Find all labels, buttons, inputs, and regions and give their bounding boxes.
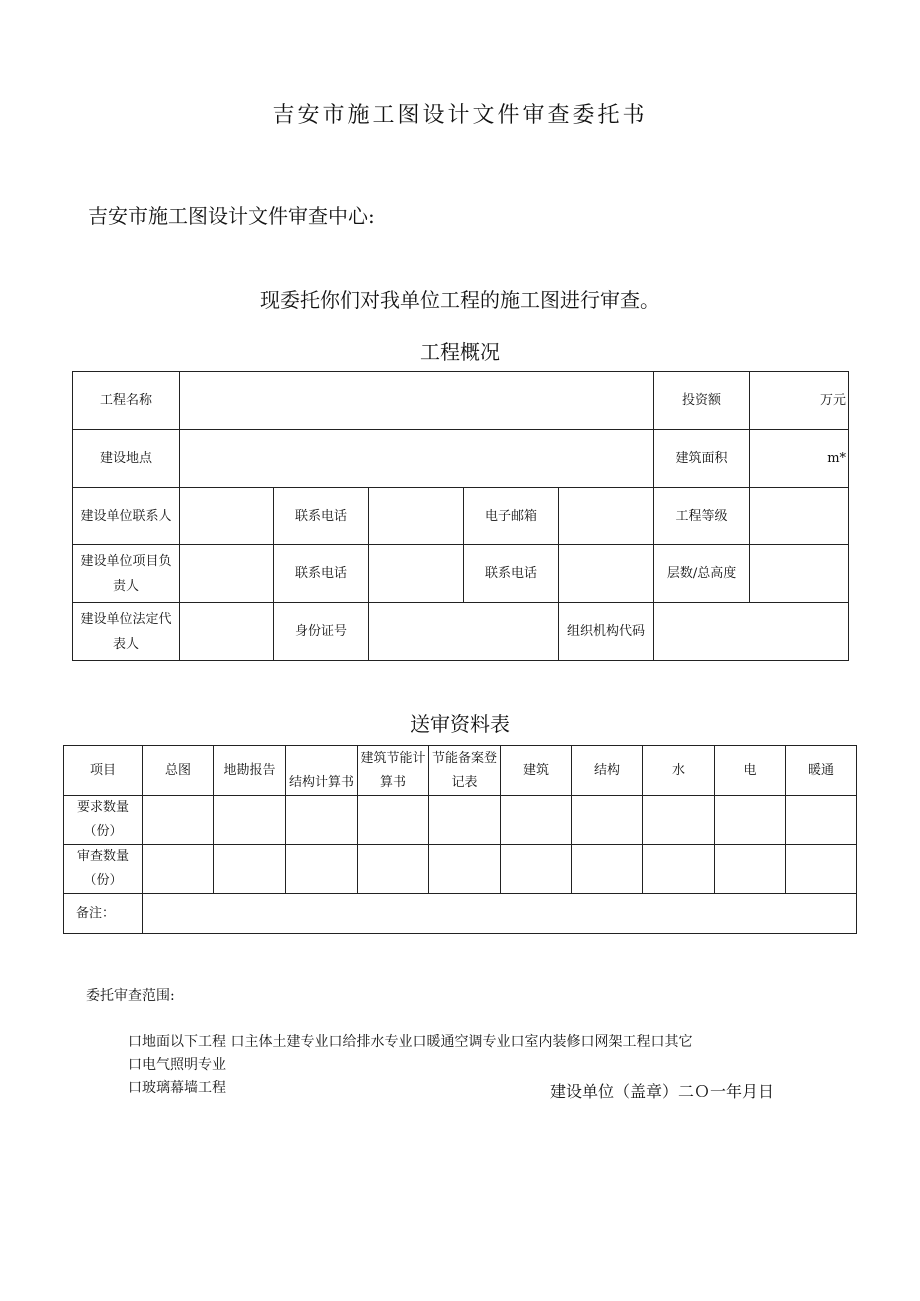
header-architecture: 建筑 xyxy=(501,746,572,796)
intro-sentence: 现委托你们对我单位工程的施工图进行审查。 xyxy=(260,288,660,312)
investment-field[interactable] xyxy=(750,372,849,430)
qty-cell[interactable] xyxy=(643,796,715,845)
label-floor-area: 建筑面积 xyxy=(654,430,750,488)
qty-cell[interactable] xyxy=(358,845,429,894)
label-line: 要求数量 xyxy=(76,800,129,815)
phone-3-field[interactable] xyxy=(559,545,654,603)
qty-cell[interactable] xyxy=(358,796,429,845)
header-water: 水 xyxy=(643,746,715,796)
qty-cell[interactable] xyxy=(715,796,786,845)
signature-line: 建设单位（盖章）二Ｏ一年月日 xyxy=(550,1082,775,1101)
label-line: 责人 xyxy=(112,578,139,594)
submission-table xyxy=(63,745,857,934)
scope-options-line-1[interactable]: 口地面以下工程 口主体土建专业口给排水专业口暖通空调专业口室内装修口网架工程口其它 xyxy=(128,1034,693,1050)
location-field[interactable] xyxy=(180,430,654,488)
legal-rep-field[interactable] xyxy=(180,603,274,661)
qty-cell[interactable] xyxy=(501,845,572,894)
label-phone-2: 联系电话 xyxy=(274,545,369,603)
floors-height-field[interactable] xyxy=(750,545,849,603)
qty-cell[interactable] xyxy=(786,796,857,845)
org-code-field[interactable] xyxy=(654,603,849,661)
label-investment: 投资额 xyxy=(654,372,750,430)
label-phone: 联系电话 xyxy=(274,488,369,545)
label-review-qty xyxy=(64,845,143,894)
header-line: 节能备案登 xyxy=(431,750,497,766)
header-line: 算书 xyxy=(379,774,406,790)
floor-area-field[interactable] xyxy=(750,430,849,488)
header-electric: 电 xyxy=(715,746,786,796)
label-legal-rep xyxy=(73,603,180,661)
label-project-name: 工程名称 xyxy=(73,372,180,430)
header-structure: 结构 xyxy=(572,746,643,796)
label-id-number: 身份证号 xyxy=(274,603,369,661)
qty-cell[interactable] xyxy=(715,845,786,894)
phone-field[interactable] xyxy=(369,488,464,545)
project-grade-field[interactable] xyxy=(750,488,849,545)
qty-cell[interactable] xyxy=(429,845,501,894)
phone-2-field[interactable] xyxy=(369,545,464,603)
document-title: 吉安市施工图设计文件审查委托书 xyxy=(272,103,648,128)
submission-heading: 送审资料表 xyxy=(410,712,510,736)
project-name-field[interactable] xyxy=(180,372,654,430)
header-line: 记表 xyxy=(451,774,478,790)
label-project-manager xyxy=(73,545,180,603)
project-overview-table xyxy=(72,371,849,661)
label-required-qty xyxy=(64,796,143,845)
header-site-plan: 总图 xyxy=(143,746,214,796)
header-line: 建筑节能计 xyxy=(360,750,426,766)
scope-options-line-3[interactable]: 口玻璃幕墙工程 xyxy=(128,1080,226,1096)
label-floors-height: 层数/总高度 xyxy=(654,545,750,603)
qty-cell[interactable] xyxy=(143,796,214,845)
scope-options-line-2[interactable]: 口电气照明专业 xyxy=(128,1057,226,1073)
label-line: 建设单位项目负 xyxy=(80,553,172,569)
label-email: 电子邮箱 xyxy=(464,488,559,545)
label-line: （份） xyxy=(83,873,123,888)
qty-cell[interactable] xyxy=(214,845,286,894)
qty-cell[interactable] xyxy=(214,796,286,845)
label-line: （份） xyxy=(83,824,123,839)
label-location: 建设地点 xyxy=(73,430,180,488)
label-remarks: 备注： xyxy=(64,894,143,934)
id-number-field[interactable] xyxy=(369,603,559,661)
header-item: 项目 xyxy=(64,746,143,796)
header-hvac: 暖通 xyxy=(786,746,857,796)
contact-person-field[interactable] xyxy=(180,488,274,545)
label-project-grade: 工程等级 xyxy=(654,488,750,545)
email-field[interactable] xyxy=(559,488,654,545)
qty-cell[interactable] xyxy=(786,845,857,894)
qty-cell[interactable] xyxy=(501,796,572,845)
qty-cell[interactable] xyxy=(286,796,358,845)
overview-heading: 工程概况 xyxy=(420,340,500,364)
qty-cell[interactable] xyxy=(643,845,715,894)
header-energy-record xyxy=(429,746,501,796)
qty-cell[interactable] xyxy=(143,845,214,894)
project-manager-field[interactable] xyxy=(180,545,274,603)
label-phone-3: 联系电话 xyxy=(464,545,559,603)
qty-cell[interactable] xyxy=(572,796,643,845)
label-line: 审查数量 xyxy=(76,849,129,864)
qty-cell[interactable] xyxy=(429,796,501,845)
header-energy-calc xyxy=(358,746,429,796)
investment-unit: 万元 xyxy=(820,393,847,408)
addressee: 吉安市施工图设计文件审查中心: xyxy=(88,204,375,228)
header-survey: 地勘报告 xyxy=(214,746,286,796)
scope-label: 委托审查范围: xyxy=(86,988,175,1004)
qty-cell[interactable] xyxy=(286,845,358,894)
remarks-field[interactable] xyxy=(143,894,857,934)
label-line: 建设单位法定代 xyxy=(80,611,172,627)
header-struct-calc: 结构计算书 xyxy=(286,746,358,796)
area-unit: m* xyxy=(827,451,847,466)
label-contact-person: 建设单位联系人 xyxy=(73,488,180,545)
label-line: 表人 xyxy=(112,636,139,652)
qty-cell[interactable] xyxy=(572,845,643,894)
label-org-code: 组织机构代码 xyxy=(559,603,654,661)
